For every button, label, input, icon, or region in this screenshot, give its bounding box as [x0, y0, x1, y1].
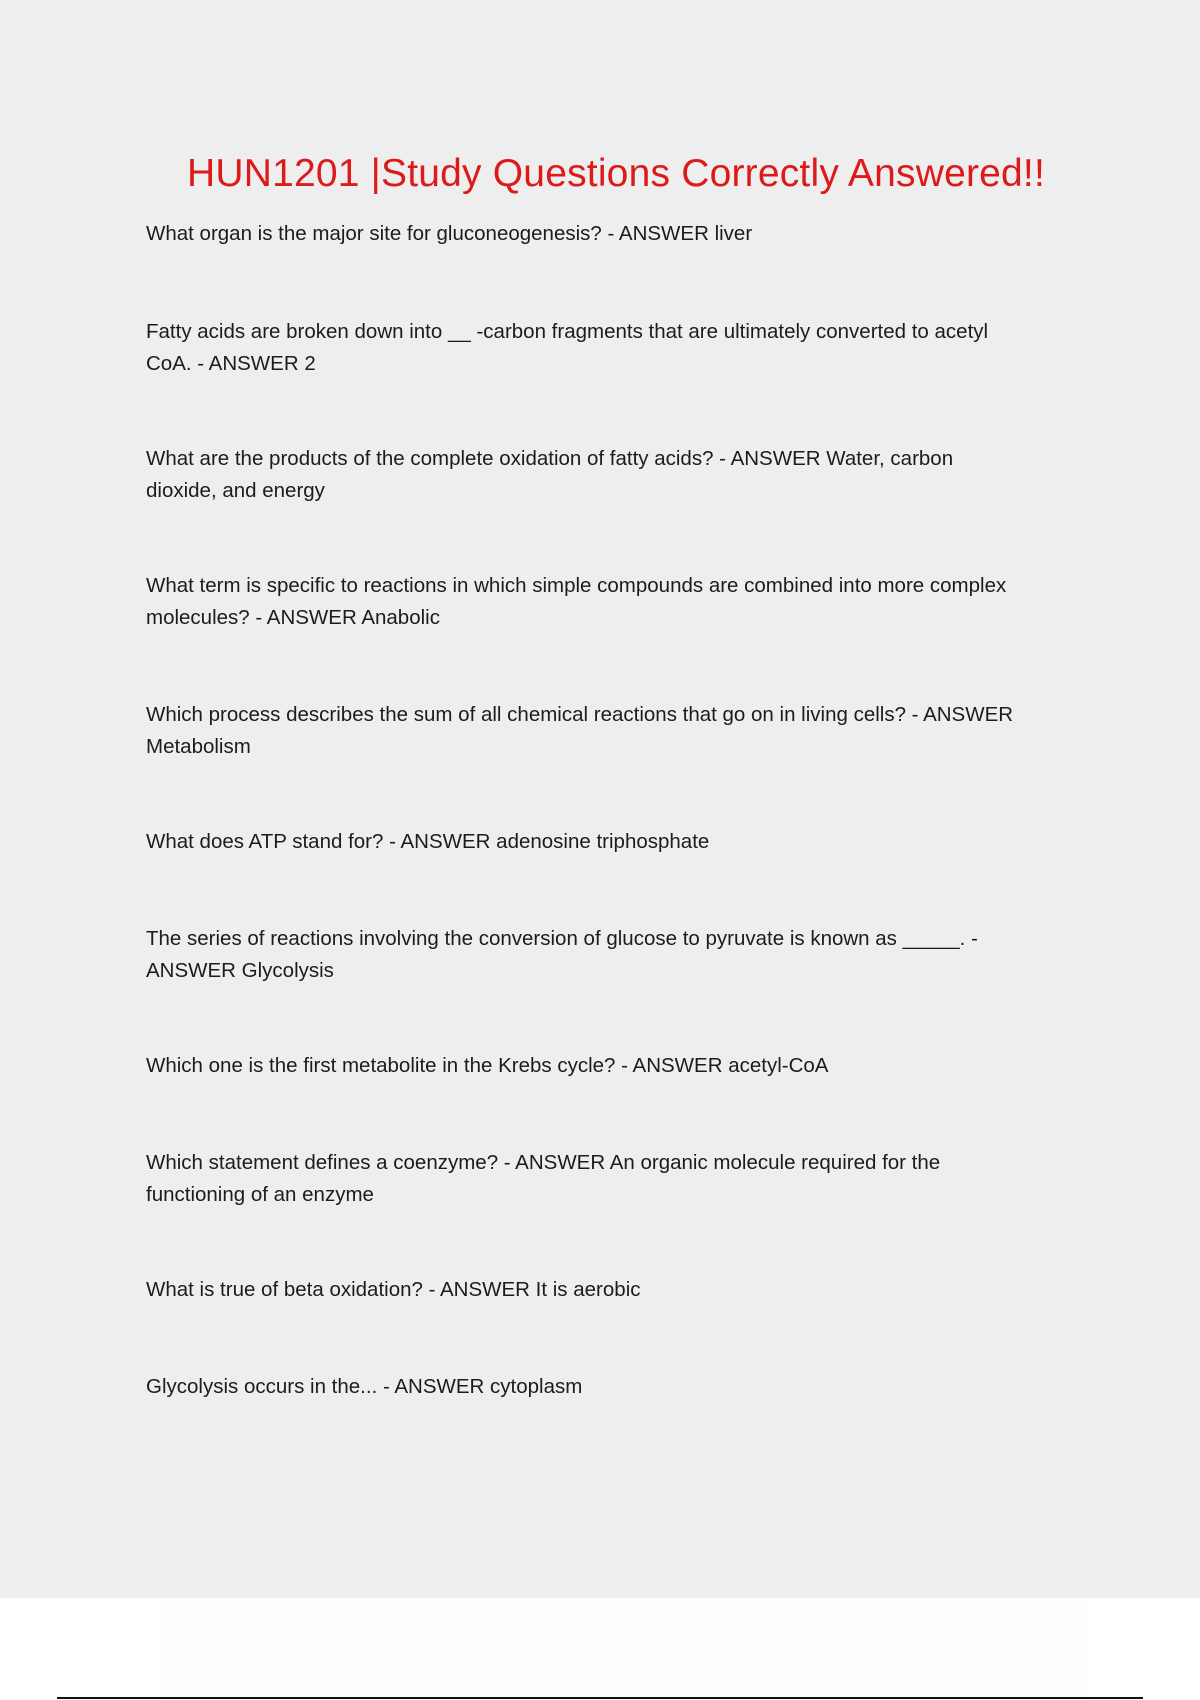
qa-line: molecules? - ANSWER Anabolic	[146, 606, 440, 629]
qa-item-10	[146, 1274, 1096, 1306]
qa-item-11	[146, 1371, 1096, 1403]
qa-line: Which process describes the sum of all chemical reactions that go on in living cells? - ANSWER	[146, 703, 1014, 726]
qa-line: What does ATP stand for? - ANSWER adenosine triphosphate	[146, 830, 710, 853]
qa-item-2	[146, 316, 1096, 380]
document-title: HUN1201 |Study Questions Correctly Answered!!	[186, 152, 1045, 195]
qa-line: Glycolysis occurs in the... - ANSWER cytoplasm	[146, 1375, 583, 1398]
qa-item-1	[146, 218, 1096, 250]
qa-line: What term is specific to reactions in which simple compounds are combined into more complex	[146, 574, 1007, 597]
qa-line: Metabolism	[146, 735, 251, 758]
page-bottom-area	[0, 1598, 1200, 1700]
qa-item-6	[146, 826, 1096, 858]
qa-item-4	[146, 570, 1096, 634]
qa-line: dioxide, and energy	[146, 479, 325, 502]
qa-item-7	[146, 923, 1096, 987]
qa-line: Which one is the first metabolite in the Krebs cycle? - ANSWER acetyl-CoA	[146, 1054, 829, 1077]
footer-divider	[57, 1697, 1143, 1699]
qa-line: CoA. - ANSWER 2	[146, 352, 316, 375]
qa-item-9	[146, 1147, 1096, 1211]
qa-line: What are the products of the complete oxidation of fatty acids? - ANSWER Water, carbon	[146, 447, 954, 470]
qa-item-8	[146, 1050, 1096, 1082]
qa-line: What is true of beta oxidation? - ANSWER It is aerobic	[146, 1278, 641, 1301]
qa-line: ANSWER Glycolysis	[146, 959, 334, 982]
qa-line: What organ is the major site for gluconeogenesis? - ANSWER liver	[146, 222, 753, 245]
qa-item-3	[146, 443, 1096, 507]
qa-line: The series of reactions involving the conversion of glucose to pyruvate is known as _____. -	[146, 927, 978, 950]
qa-line: Fatty acids are broken down into __ -carbon fragments that are ultimately converted to acetyl	[146, 320, 989, 343]
qa-item-5	[146, 699, 1096, 763]
qa-line: Which statement defines a coenzyme? - ANSWER An organic molecule required for the	[146, 1151, 941, 1174]
faint-panel	[160, 1598, 1088, 1700]
qa-line: functioning of an enzyme	[146, 1183, 374, 1206]
